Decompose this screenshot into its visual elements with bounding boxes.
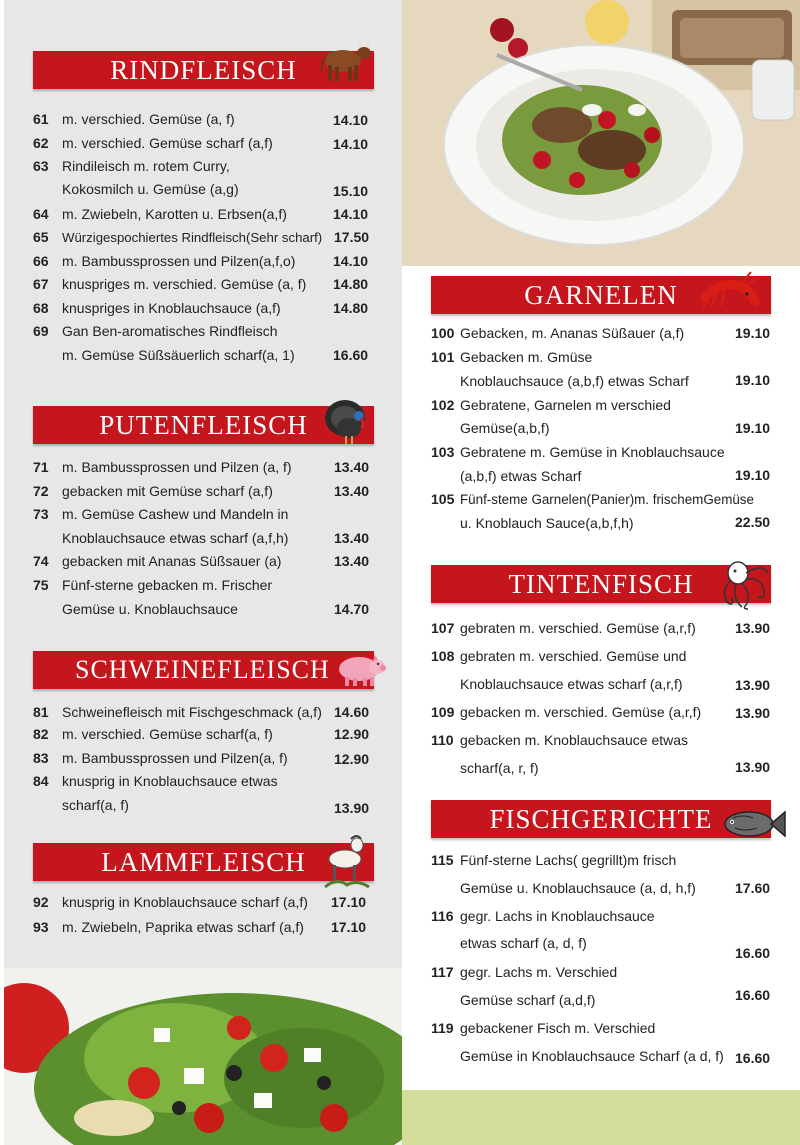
item-price: 12.90 (334, 726, 370, 742)
item-price: 22.50 (735, 514, 771, 530)
item-description-line2: Gemüse scharf (a,d,f) (460, 992, 596, 1008)
item-price: 14.10 (333, 136, 369, 152)
section-title: TINTENFISCH (508, 568, 694, 599)
item-price: 14.70 (334, 601, 370, 617)
item-number: 83 (33, 750, 49, 766)
item-description: knuspriges in Knoblauchsauce (a,f) (62, 300, 281, 316)
item-number: 69 (33, 323, 49, 339)
item-price: 13.90 (334, 800, 370, 816)
salad-plate-photo (402, 0, 800, 266)
item-description: Fünf-sterne Lachs( gegrillt)m frisch (460, 852, 677, 868)
item-number: 73 (33, 506, 49, 522)
item-number: 81 (33, 704, 49, 720)
section-title: GARNELEN (524, 279, 678, 310)
item-number: 64 (33, 206, 49, 222)
item-description: m. Bambussprossen und Pilzen(a,f,o) (62, 253, 296, 269)
item-description: m. verschied. Gemüse (a, f) (62, 111, 235, 127)
item-description-line2: Gemüse(a,b,f) (460, 420, 550, 436)
item-number: 61 (33, 111, 49, 127)
item-number: 110 (431, 732, 454, 748)
item-price: 13.90 (735, 759, 771, 775)
shrimp-icon (699, 268, 761, 323)
item-description: gebraten m. verschied. Gemüse (a,r,f) (460, 620, 696, 636)
item-price: 17.10 (331, 894, 367, 910)
putenfleisch-header (33, 406, 374, 444)
item-description: Gebacken m. Gmüse (460, 349, 593, 365)
item-price: 14.80 (333, 300, 369, 316)
item-number: 109 (431, 704, 455, 720)
fischgerichte-header (431, 800, 771, 838)
item-description-line2: u. Knoblauch Sauce(a,b,f,h) (460, 515, 634, 531)
item-number: 105 (431, 491, 455, 507)
item-number: 71 (33, 459, 49, 475)
item-description: gegr. Lachs in Knoblauchsauce (460, 908, 655, 924)
item-price: 13.40 (334, 553, 370, 569)
item-description: m. Zwiebeln, Karotten u. Erbsen(a,f) (62, 206, 287, 222)
item-description-line2: scharf(a, r, f) (460, 760, 539, 776)
item-description: Schweinefleisch mit Fischgeschmack (a,f) (62, 704, 322, 720)
item-description: m. Bambussprossen und Pilzen(a, f) (62, 750, 288, 766)
item-number: 67 (33, 276, 49, 292)
item-number: 82 (33, 726, 49, 742)
item-price: 13.40 (334, 459, 370, 475)
section-title: FISCHGERICHTE (489, 803, 713, 834)
item-description: m. verschied. Gemüse scharf(a, f) (62, 726, 273, 742)
item-price: 17.60 (735, 880, 771, 896)
pig-icon (333, 651, 389, 696)
item-number: 75 (33, 577, 49, 593)
fish-icon (719, 804, 787, 851)
item-price: 19.10 (735, 467, 771, 483)
item-price: 13.40 (334, 483, 370, 499)
section-title: PUTENFLEISCH (99, 409, 308, 440)
section-title: RINDFLEISCH (110, 54, 297, 85)
item-description-line2: m. Gemüse Süßsäuerlich scharf(a, 1) (62, 347, 295, 363)
tintenfisch-header (431, 565, 771, 603)
lammfleisch-header (33, 843, 374, 881)
item-number: 92 (33, 894, 49, 910)
goat-icon (323, 833, 373, 896)
item-description: gebacken mit Gemüse scharf (a,f) (62, 483, 273, 499)
item-description-line2: (a,b,f) etwas Scharf (460, 468, 582, 484)
item-price: 16.60 (735, 987, 771, 1003)
item-price: 17.50 (334, 229, 370, 245)
item-description-line2: Gemüse in Knoblauchsauce Scharf (a d, f) (460, 1048, 724, 1064)
item-price: 12.90 (334, 751, 370, 767)
item-number: 108 (431, 648, 455, 664)
item-number: 93 (33, 919, 49, 935)
item-price: 19.10 (735, 372, 771, 388)
item-number: 107 (431, 620, 455, 636)
item-number: 66 (33, 253, 49, 269)
item-description: gebacken m. Knoblauchsauce etwas (460, 732, 689, 748)
section-title: LAMMFLEISCH (101, 846, 306, 877)
item-number: 117 (431, 964, 454, 980)
item-number: 62 (33, 135, 49, 151)
item-number: 101 (431, 349, 455, 365)
item-price: 14.60 (334, 704, 370, 720)
item-description-line2: Knoblauchsauce (a,b,f) etwas Scharf (460, 373, 689, 389)
item-number: 100 (431, 325, 455, 341)
item-description: Gan Ben-aromatisches Rindfleisch (62, 323, 278, 339)
item-number: 84 (33, 773, 49, 789)
item-description: m. Zwiebeln, Paprika etwas scharf (a,f) (62, 919, 304, 935)
item-description: knusprig in Knoblauchsauce etwas (62, 773, 278, 789)
item-description: Rindileisch m. rotem Curry, (62, 158, 230, 174)
item-number: 102 (431, 397, 455, 413)
item-number: 63 (33, 158, 49, 174)
item-price: 14.80 (333, 276, 369, 292)
item-description: Fünf-steme Garnelen(Panier)m. frischemGemüse (460, 492, 754, 507)
item-price: 13.90 (735, 620, 771, 636)
garnelen-header (431, 276, 771, 314)
item-description: Gebratene, Garnelen m verschied (460, 397, 671, 413)
item-price: 19.10 (735, 325, 771, 341)
octopus-icon (716, 559, 772, 618)
item-price: 14.10 (333, 112, 369, 128)
item-description: m. Bambussprossen und Pilzen (a, f) (62, 459, 292, 475)
item-description-line2: Gemüse u. Knoblauchsauce (a, d, h,f) (460, 880, 696, 896)
green-salad-photo (4, 968, 402, 1145)
item-description-line2: Gemüse u. Knoblauchsauce (62, 601, 238, 617)
item-description: gebacken m. verschied. Gemüse (a,r,f) (460, 704, 702, 720)
item-number: 68 (33, 300, 49, 316)
item-price: 16.60 (735, 945, 771, 961)
item-description-line2: Kokosmilch u. Gemüse (a,g) (62, 181, 239, 197)
item-price: 16.60 (333, 347, 369, 363)
item-description: m. verschied. Gemüse scharf (a,f) (62, 135, 273, 151)
item-price: 15.10 (333, 183, 369, 199)
item-number: 119 (431, 1020, 454, 1036)
item-price: 14.10 (333, 206, 369, 222)
item-description-line2: etwas scharf (a, d, f) (460, 935, 587, 951)
item-description: gebraten m. verschied. Gemüse und (460, 648, 687, 664)
item-description: Gebratene m. Gemüse in Knoblauchsauce (460, 444, 725, 460)
item-description: knusprig in Knoblauchsauce scharf (a,f) (62, 894, 308, 910)
item-price: 17.10 (331, 919, 367, 935)
item-description: Gebacken, m. Ananas Süßauer (a,f) (460, 325, 685, 341)
item-description-line2: Knoblauchsauce etwas scharf (a,f,h) (62, 530, 289, 546)
cow-icon (317, 37, 373, 92)
item-number: 65 (33, 229, 49, 245)
item-number: 74 (33, 553, 49, 569)
item-number: 116 (431, 908, 454, 924)
item-description: Würzigespochiertes Rindfleisch(Sehr scharf) (62, 230, 323, 245)
item-description-line2: scharf(a, f) (62, 797, 129, 813)
item-number: 72 (33, 483, 49, 499)
item-number: 115 (431, 852, 454, 868)
item-description: gegr. Lachs m. Verschied (460, 964, 618, 980)
item-description-line2: Knoblauchsauce etwas scharf (a,r,f) (460, 676, 683, 692)
section-title: SCHWEINEFLEISCH (75, 655, 330, 684)
schweinefleisch-header (33, 651, 374, 689)
rindfleisch-header (33, 51, 374, 89)
item-price: 13.40 (334, 530, 370, 546)
item-description: gebackener Fisch m. Verschied (460, 1020, 656, 1036)
item-price: 13.90 (735, 705, 771, 721)
item-price: 14.10 (333, 253, 369, 269)
item-price: 19.10 (735, 420, 771, 436)
item-description: gebacken mit Ananas Süßsauer (a) (62, 553, 282, 569)
item-description: Fünf-sterne gebacken m. Frischer (62, 577, 273, 593)
turkey-icon (323, 396, 371, 453)
green-footer-band (402, 1090, 800, 1145)
item-description: knuspriges m. verschied. Gemüse (a, f) (62, 276, 307, 292)
item-number: 103 (431, 444, 455, 460)
item-price: 13.90 (735, 677, 771, 693)
item-description: m. Gemüse Cashew und Mandeln in (62, 506, 289, 522)
item-price: 16.60 (735, 1050, 771, 1066)
